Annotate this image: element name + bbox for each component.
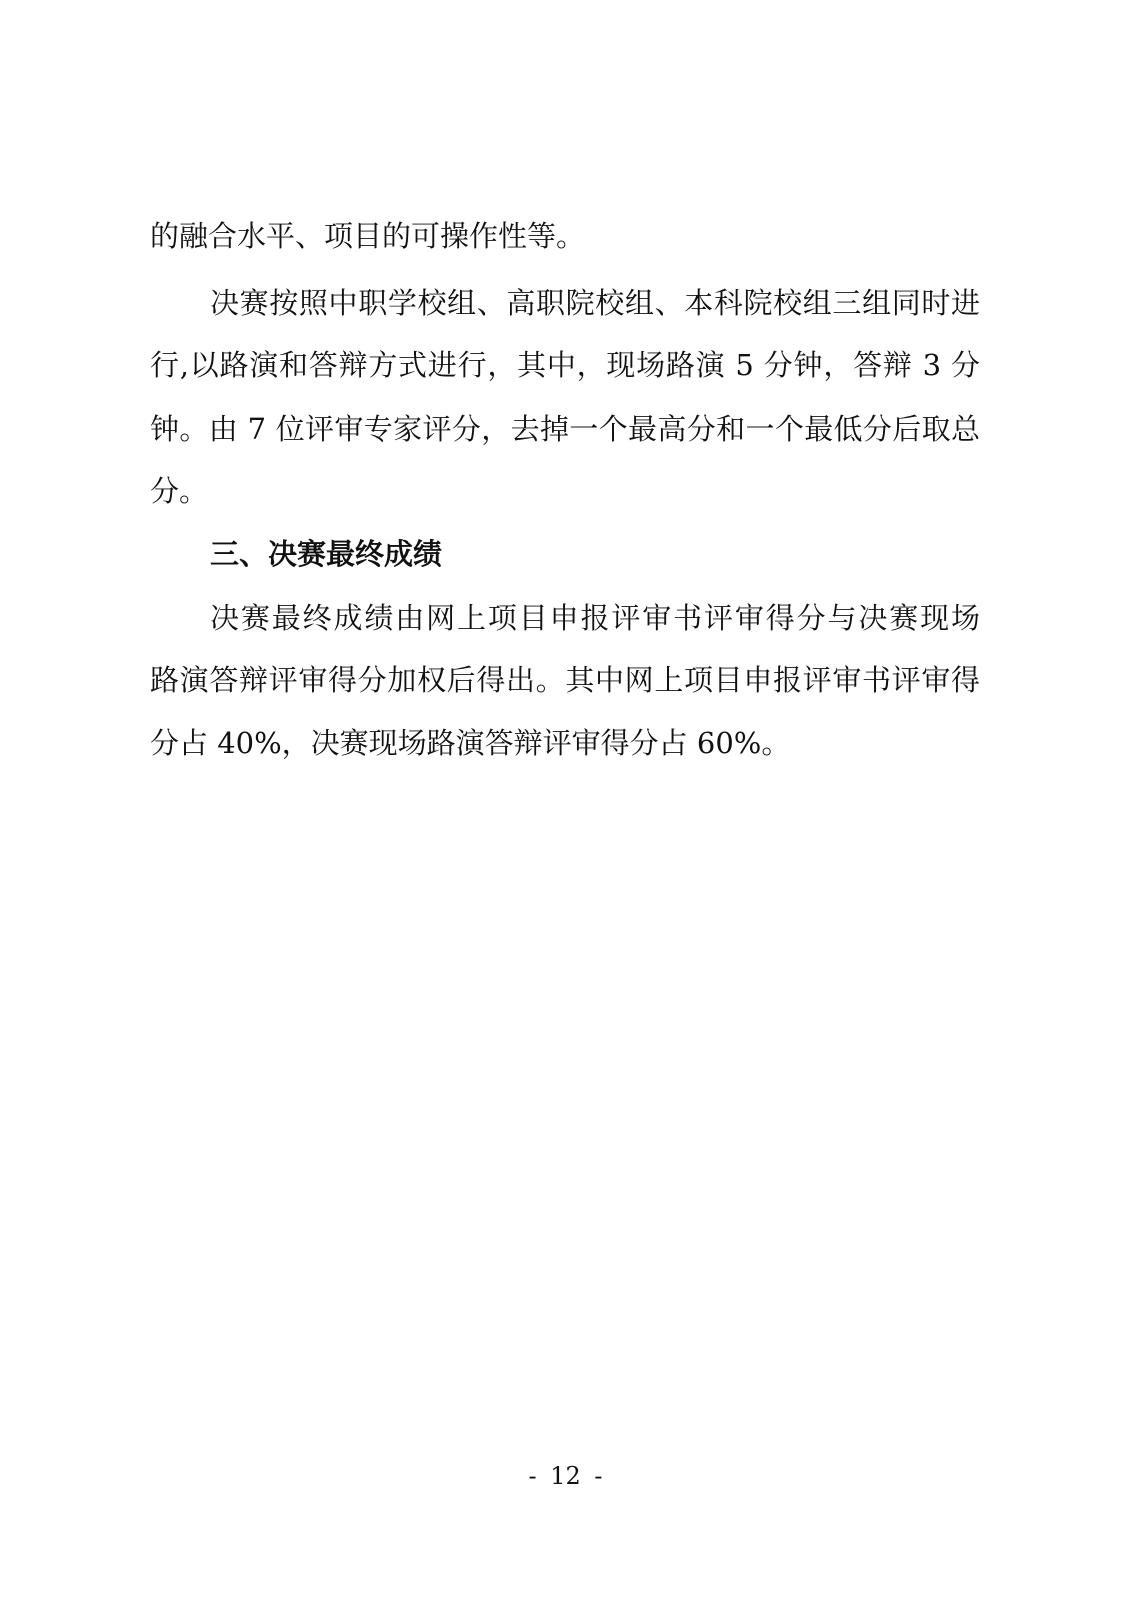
paragraph-line: 的融合水平、项目的可操作性等。 (150, 219, 586, 253)
paragraph-line: 分。 (150, 474, 209, 508)
paragraph-line: 路演答辩评审得分加权后得出。其中网上项目申报评审书评审得 (150, 663, 980, 697)
section-heading: 三、决赛最终成绩 (210, 537, 443, 571)
paragraph-line: 钟。由 7 位评审专家评分，去掉一个最高分和一个最低分后取总 (150, 412, 980, 446)
paragraph-line: 分占 40%，决赛现场路演答辩评审得分占 60%。 (150, 726, 791, 760)
paragraph-line: 行,以路演和答辩方式进行，其中，现场路演 5 分钟，答辩 3 分 (150, 348, 980, 382)
paragraph-line: 决赛按照中职学校组、高职院校组、本科院校组三组同时进 (210, 286, 980, 320)
page-number: - 12 - (528, 1462, 603, 1490)
paragraph-line: 决赛最终成绩由网上项目申报评审书评审得分与决赛现场 (210, 601, 980, 635)
